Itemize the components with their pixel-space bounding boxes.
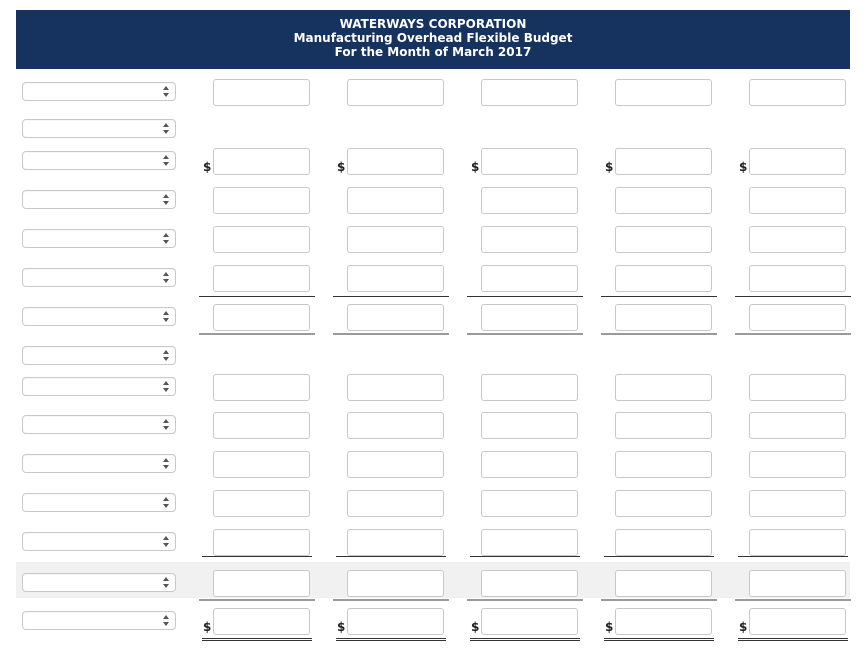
amount-input[interactable]	[749, 226, 846, 253]
subtotal-rule	[735, 296, 851, 297]
amount-input[interactable]	[615, 412, 712, 439]
chevron-updown-icon	[162, 85, 170, 98]
amount-input[interactable]	[749, 490, 846, 517]
subtotal-rule	[604, 556, 714, 557]
budget-row	[0, 226, 868, 254]
amount-input[interactable]	[749, 451, 846, 478]
row-label-dropdown[interactable]	[22, 82, 176, 101]
amount-input[interactable]	[749, 187, 846, 214]
amount-input[interactable]	[213, 187, 310, 214]
amount-input[interactable]	[481, 570, 578, 597]
amount-input[interactable]	[749, 529, 846, 556]
amount-input[interactable]	[347, 608, 444, 635]
section-rule	[601, 599, 717, 601]
amount-input[interactable]	[213, 148, 310, 175]
budget-row	[0, 529, 868, 557]
amount-input[interactable]	[213, 304, 310, 331]
row-label-dropdown[interactable]	[22, 307, 176, 326]
amount-input[interactable]	[213, 79, 310, 106]
chevron-updown-icon	[162, 418, 170, 431]
chevron-updown-icon	[162, 232, 170, 245]
row-label-dropdown[interactable]	[22, 151, 176, 170]
section-rule	[735, 333, 851, 335]
subtotal-rule	[467, 296, 583, 297]
budget-row	[0, 412, 868, 440]
amount-input[interactable]	[615, 490, 712, 517]
section-rule	[199, 333, 315, 335]
amount-input[interactable]	[347, 226, 444, 253]
row-label-dropdown[interactable]	[22, 377, 176, 396]
chevron-updown-icon	[162, 535, 170, 548]
amount-input[interactable]	[213, 265, 310, 292]
budget-header	[16, 10, 850, 69]
row-label-dropdown[interactable]	[22, 229, 176, 248]
amount-input[interactable]	[213, 490, 310, 517]
budget-row	[0, 451, 868, 479]
amount-input[interactable]	[347, 79, 444, 106]
subtotal-rule	[199, 296, 315, 297]
amount-input[interactable]	[347, 490, 444, 517]
amount-input[interactable]	[481, 529, 578, 556]
row-label-dropdown[interactable]	[22, 268, 176, 287]
dollar-sign: $	[471, 620, 480, 634]
amount-input[interactable]	[615, 304, 712, 331]
dollar-sign: $	[471, 160, 480, 174]
amount-input[interactable]	[615, 529, 712, 556]
dollar-sign: $	[203, 620, 212, 634]
section-rule	[333, 333, 449, 335]
amount-input[interactable]	[481, 451, 578, 478]
amount-input[interactable]	[749, 374, 846, 401]
dollar-sign: $	[203, 160, 212, 174]
amount-input[interactable]	[481, 304, 578, 331]
amount-input[interactable]	[481, 226, 578, 253]
amount-input[interactable]	[481, 490, 578, 517]
amount-input[interactable]	[481, 608, 578, 635]
amount-input[interactable]	[615, 79, 712, 106]
amount-input[interactable]	[213, 226, 310, 253]
subtotal-rule	[333, 296, 449, 297]
subtotal-rule	[202, 556, 312, 557]
amount-input[interactable]	[749, 412, 846, 439]
amount-input[interactable]	[615, 187, 712, 214]
total-double-rule	[336, 638, 446, 641]
amount-input[interactable]	[749, 570, 846, 597]
amount-input[interactable]	[213, 608, 310, 635]
chevron-updown-icon	[162, 271, 170, 284]
subtotal-rule	[601, 296, 717, 297]
amount-input[interactable]	[749, 608, 846, 635]
report-title: Manufacturing Overhead Flexible Budget	[293, 31, 573, 45]
amount-input[interactable]	[347, 451, 444, 478]
dollar-sign: $	[337, 160, 346, 174]
dollar-sign: $	[605, 620, 614, 634]
budget-row	[0, 343, 868, 371]
chevron-updown-icon	[162, 614, 170, 627]
dollar-sign: $	[337, 620, 346, 634]
amount-input[interactable]	[213, 412, 310, 439]
row-label-dropdown[interactable]	[22, 493, 176, 512]
amount-input[interactable]	[347, 148, 444, 175]
dollar-sign: $	[605, 160, 614, 174]
section-rule	[467, 599, 583, 601]
chevron-updown-icon	[162, 349, 170, 362]
company-name: WATERWAYS CORPORATION	[339, 17, 527, 31]
row-label-dropdown[interactable]	[22, 532, 176, 551]
row-label-dropdown[interactable]	[22, 611, 176, 630]
amount-input[interactable]	[213, 374, 310, 401]
chevron-updown-icon	[162, 576, 170, 589]
row-label-dropdown[interactable]	[22, 119, 176, 138]
amount-input[interactable]	[615, 451, 712, 478]
amount-input[interactable]	[615, 374, 712, 401]
section-rule	[199, 599, 315, 601]
subtotal-rule	[336, 556, 446, 557]
amount-input[interactable]	[213, 570, 310, 597]
amount-input[interactable]	[481, 187, 578, 214]
amount-input[interactable]	[213, 529, 310, 556]
chevron-updown-icon	[162, 457, 170, 470]
section-rule	[601, 333, 717, 335]
amount-input[interactable]	[615, 148, 712, 175]
amount-input[interactable]	[481, 79, 578, 106]
row-label-dropdown[interactable]	[22, 415, 176, 434]
amount-input[interactable]	[749, 148, 846, 175]
row-label-dropdown[interactable]	[22, 573, 176, 592]
amount-input[interactable]	[481, 148, 578, 175]
budget-row	[0, 187, 868, 215]
budget-row	[0, 490, 868, 518]
amount-input[interactable]	[749, 79, 846, 106]
dollar-sign: $	[739, 160, 748, 174]
total-double-rule	[470, 638, 580, 641]
amount-input[interactable]	[347, 570, 444, 597]
chevron-updown-icon	[162, 380, 170, 393]
section-rule	[333, 599, 449, 601]
section-rule	[735, 599, 851, 601]
budget-row	[0, 304, 868, 332]
amount-input[interactable]	[347, 374, 444, 401]
chevron-updown-icon	[162, 122, 170, 135]
budget-row	[0, 265, 868, 293]
chevron-updown-icon	[162, 193, 170, 206]
row-label-dropdown[interactable]	[22, 190, 176, 209]
dollar-sign: $	[739, 620, 748, 634]
chevron-updown-icon	[162, 310, 170, 323]
row-label-dropdown[interactable]	[22, 346, 176, 365]
amount-input[interactable]	[347, 412, 444, 439]
amount-input[interactable]	[749, 265, 846, 292]
amount-input[interactable]	[481, 265, 578, 292]
amount-input[interactable]	[749, 304, 846, 331]
row-label-dropdown[interactable]	[22, 454, 176, 473]
budget-row	[0, 608, 868, 636]
budget-row	[0, 148, 868, 176]
amount-input[interactable]	[347, 304, 444, 331]
amount-input[interactable]	[481, 374, 578, 401]
subtotal-rule	[738, 556, 848, 557]
amount-input[interactable]	[213, 451, 310, 478]
chevron-updown-icon	[162, 496, 170, 509]
amount-input[interactable]	[347, 265, 444, 292]
amount-input[interactable]	[615, 570, 712, 597]
amount-input[interactable]	[615, 608, 712, 635]
budget-row	[0, 374, 868, 402]
total-double-rule	[202, 638, 312, 641]
section-rule	[467, 333, 583, 335]
total-double-rule	[604, 638, 714, 641]
budget-row	[0, 79, 868, 107]
amount-input[interactable]	[615, 226, 712, 253]
total-double-rule	[738, 638, 848, 641]
amount-input[interactable]	[347, 187, 444, 214]
chevron-updown-icon	[162, 154, 170, 167]
amount-input[interactable]	[347, 529, 444, 556]
budget-row	[16, 562, 850, 598]
subtotal-rule	[470, 556, 580, 557]
report-period: For the Month of March 2017	[334, 45, 532, 59]
budget-row	[0, 116, 868, 144]
amount-input[interactable]	[615, 265, 712, 292]
amount-input[interactable]	[481, 412, 578, 439]
